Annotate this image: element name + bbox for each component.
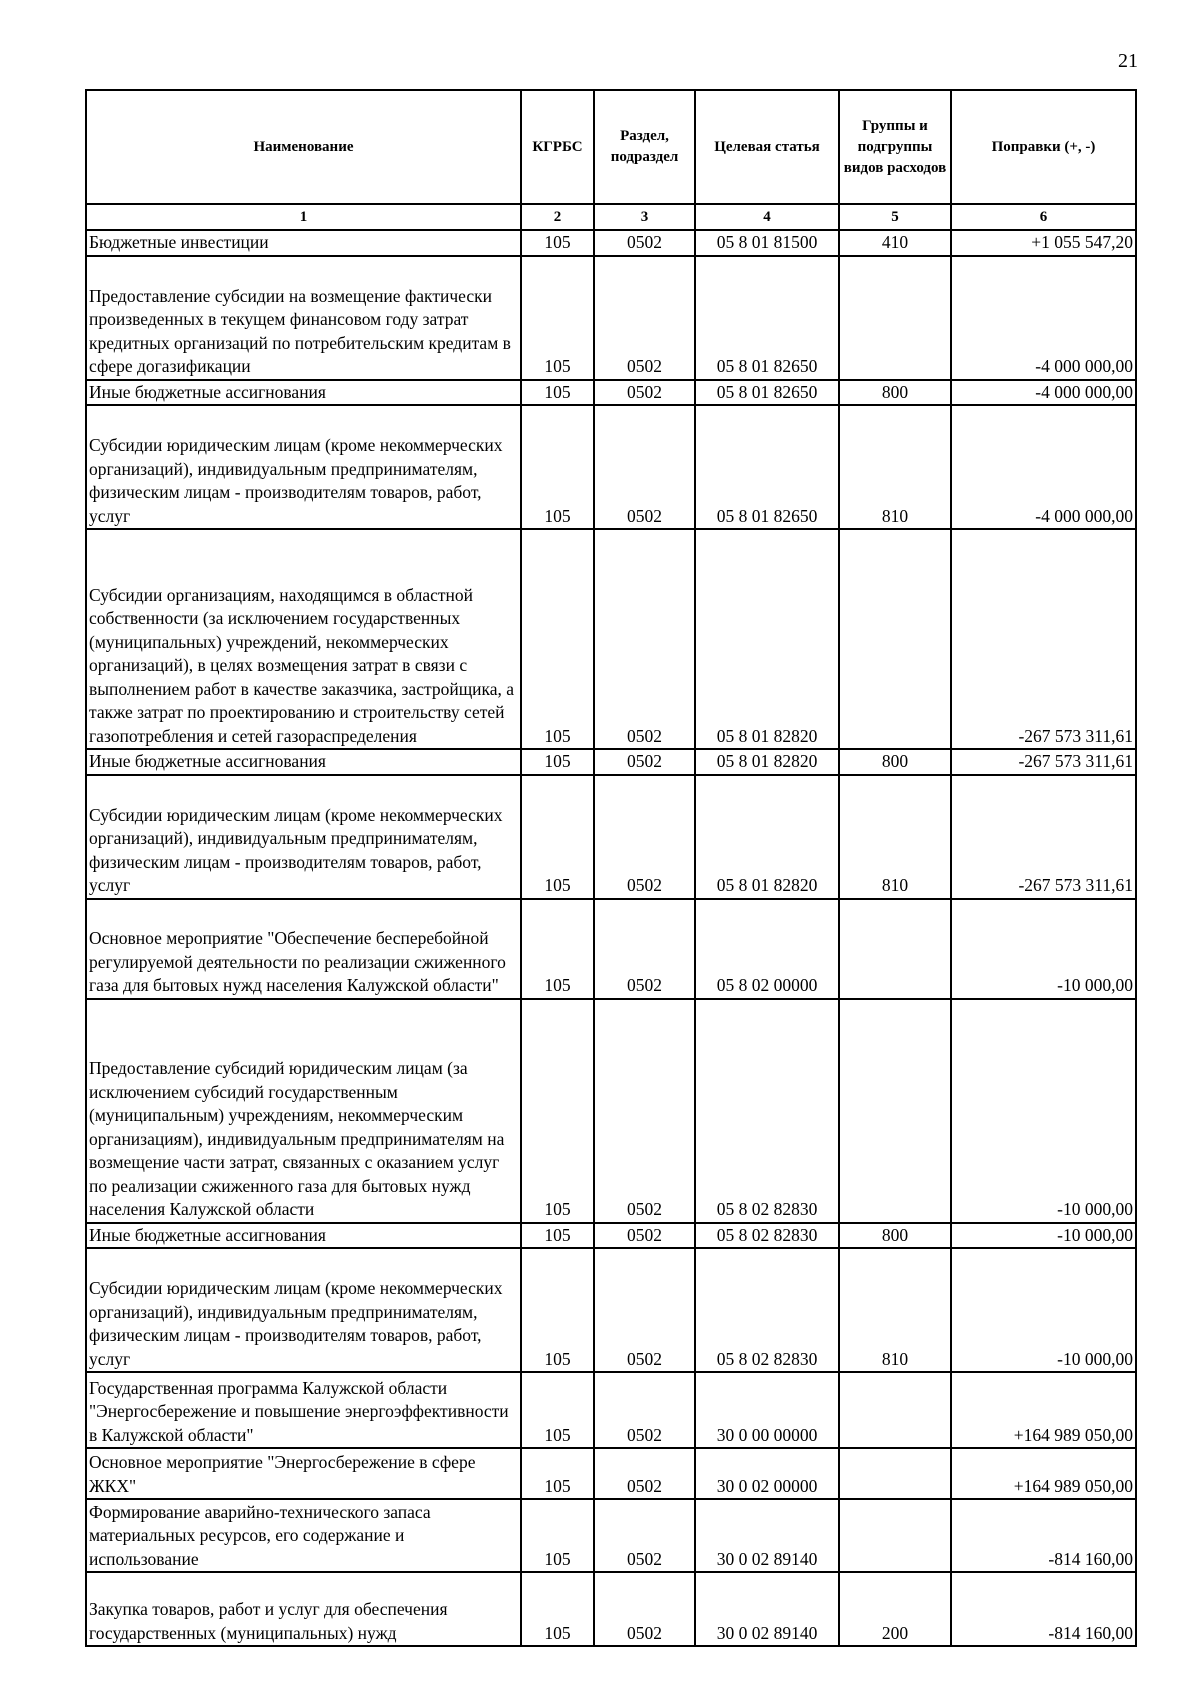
row-section: 0502 bbox=[594, 256, 695, 380]
column-number-row bbox=[86, 204, 1136, 230]
row-target: 05 8 02 82830 bbox=[695, 1248, 839, 1372]
row-group: 200 bbox=[839, 1572, 951, 1646]
table-row bbox=[86, 1248, 1136, 1372]
row-amount: -10 000,00 bbox=[951, 899, 1136, 999]
row-target: 30 0 00 00000 bbox=[695, 1372, 839, 1448]
table-row bbox=[86, 529, 1136, 749]
row-target: 05 8 02 00000 bbox=[695, 899, 839, 999]
row-name: Субсидии юридическим лицам (кроме некоммерческих организаций), индивидуальным предпринимателям, физическим лицам - производителям товаров, работ, услуг bbox=[86, 405, 521, 529]
row-group: 800 bbox=[839, 749, 951, 775]
table-row bbox=[86, 405, 1136, 529]
row-target: 30 0 02 00000 bbox=[695, 1448, 839, 1499]
row-kgrbs: 105 bbox=[521, 775, 594, 899]
table-row bbox=[86, 899, 1136, 999]
table-row bbox=[86, 230, 1136, 256]
row-target: 05 8 02 82830 bbox=[695, 999, 839, 1223]
table-row bbox=[86, 1223, 1136, 1249]
row-section: 0502 bbox=[594, 380, 695, 406]
row-name: Формирование аварийно-технического запаса материальных ресурсов, его содержание и использование bbox=[86, 1499, 521, 1572]
row-name: Предоставление субсидии на возмещение фактически произведенных в текущем финансовом году затрат кредитных организаций по потребительским кредитам в сфере догазификации bbox=[86, 256, 521, 380]
row-group bbox=[839, 999, 951, 1223]
row-section: 0502 bbox=[594, 1499, 695, 1572]
row-target: 05 8 01 82650 bbox=[695, 256, 839, 380]
row-kgrbs: 105 bbox=[521, 380, 594, 406]
row-target: 30 0 02 89140 bbox=[695, 1499, 839, 1572]
row-group bbox=[839, 1448, 951, 1499]
row-kgrbs: 105 bbox=[521, 1372, 594, 1448]
row-amount: -814 160,00 bbox=[951, 1572, 1136, 1646]
header-section: Раздел, подраздел bbox=[594, 90, 695, 204]
row-group: 800 bbox=[839, 1223, 951, 1249]
row-name: Государственная программа Калужской области "Энергосбережение и повышение энергоэффективности в Калужской области" bbox=[86, 1372, 521, 1448]
row-section: 0502 bbox=[594, 1372, 695, 1448]
row-kgrbs: 105 bbox=[521, 1499, 594, 1572]
row-section: 0502 bbox=[594, 1223, 695, 1249]
row-target: 05 8 01 82820 bbox=[695, 529, 839, 749]
row-section: 0502 bbox=[594, 529, 695, 749]
row-kgrbs: 105 bbox=[521, 1572, 594, 1646]
row-name: Иные бюджетные ассигнования bbox=[86, 749, 521, 775]
row-group: 800 bbox=[839, 380, 951, 406]
row-amount: -10 000,00 bbox=[951, 1223, 1136, 1249]
row-amount: -267 573 311,61 bbox=[951, 749, 1136, 775]
row-name: Бюджетные инвестиции bbox=[86, 230, 521, 256]
row-amount: +164 989 050,00 bbox=[951, 1372, 1136, 1448]
row-name: Основное мероприятие "Энергосбережение в сфере ЖКХ" bbox=[86, 1448, 521, 1499]
header-target: Целевая статья bbox=[695, 90, 839, 204]
row-kgrbs: 105 bbox=[521, 529, 594, 749]
page-number: 21 bbox=[1118, 50, 1138, 72]
budget-amendments-table bbox=[85, 89, 1137, 1647]
table-row bbox=[86, 256, 1136, 380]
row-name: Субсидии организациям, находящимся в областной собственности (за исключением государственных (муниципальных) учреждений, некоммерческих организаций), в целях возмещения затрат в связи с выполнением работ в качестве заказчика, застройщика, а также затрат по проектированию и строительству сетей газопотребления и сетей газораспределения bbox=[86, 529, 521, 749]
row-kgrbs: 105 bbox=[521, 899, 594, 999]
row-kgrbs: 105 bbox=[521, 1448, 594, 1499]
row-name: Предоставление субсидий юридическим лицам (за исключением субсидий государственным (муниципальным) учреждениям, некоммерческим организациям), индивидуальным предпринимателям на возмещение части затрат, связанных с оказанием услуг по реализации сжиженного газа для бытовых нужд населения Калужской области bbox=[86, 999, 521, 1223]
row-section: 0502 bbox=[594, 230, 695, 256]
row-amount: -10 000,00 bbox=[951, 999, 1136, 1223]
row-target: 05 8 01 81500 bbox=[695, 230, 839, 256]
row-section: 0502 bbox=[594, 775, 695, 899]
row-group: 810 bbox=[839, 775, 951, 899]
column-number: 6 bbox=[951, 204, 1136, 230]
column-number: 5 bbox=[839, 204, 951, 230]
row-section: 0502 bbox=[594, 749, 695, 775]
row-kgrbs: 105 bbox=[521, 749, 594, 775]
table-row bbox=[86, 749, 1136, 775]
row-section: 0502 bbox=[594, 999, 695, 1223]
header-kgrbs: КГРБС bbox=[521, 90, 594, 204]
row-name: Субсидии юридическим лицам (кроме некоммерческих организаций), индивидуальным предпринимателям, физическим лицам - производителям товаров, работ, услуг bbox=[86, 1248, 521, 1372]
row-section: 0502 bbox=[594, 1448, 695, 1499]
column-number: 4 bbox=[695, 204, 839, 230]
row-name: Иные бюджетные ассигнования bbox=[86, 380, 521, 406]
row-group bbox=[839, 1499, 951, 1572]
row-section: 0502 bbox=[594, 899, 695, 999]
row-group bbox=[839, 256, 951, 380]
table-row bbox=[86, 775, 1136, 899]
row-amount: -10 000,00 bbox=[951, 1248, 1136, 1372]
row-amount: +1 055 547,20 bbox=[951, 230, 1136, 256]
row-name: Иные бюджетные ассигнования bbox=[86, 1223, 521, 1249]
row-name: Субсидии юридическим лицам (кроме некоммерческих организаций), индивидуальным предпринимателям, физическим лицам - производителям товаров, работ, услуг bbox=[86, 775, 521, 899]
row-name: Закупка товаров, работ и услуг для обеспечения государственных (муниципальных) нужд bbox=[86, 1572, 521, 1646]
row-section: 0502 bbox=[594, 1572, 695, 1646]
row-group: 810 bbox=[839, 1248, 951, 1372]
row-target: 05 8 01 82820 bbox=[695, 749, 839, 775]
row-section: 0502 bbox=[594, 405, 695, 529]
row-group bbox=[839, 1372, 951, 1448]
row-group: 810 bbox=[839, 405, 951, 529]
row-target: 05 8 01 82650 bbox=[695, 405, 839, 529]
table-row bbox=[86, 1499, 1136, 1572]
row-group bbox=[839, 529, 951, 749]
column-number: 2 bbox=[521, 204, 594, 230]
table-row bbox=[86, 999, 1136, 1223]
row-kgrbs: 105 bbox=[521, 1223, 594, 1249]
row-target: 05 8 02 82830 bbox=[695, 1223, 839, 1249]
header-row bbox=[86, 90, 1136, 204]
row-section: 0502 bbox=[594, 1248, 695, 1372]
row-target: 30 0 02 89140 bbox=[695, 1572, 839, 1646]
column-number: 1 bbox=[86, 204, 521, 230]
row-amount: -814 160,00 bbox=[951, 1499, 1136, 1572]
row-amount: -4 000 000,00 bbox=[951, 256, 1136, 380]
row-group: 410 bbox=[839, 230, 951, 256]
row-kgrbs: 105 bbox=[521, 1248, 594, 1372]
table-row bbox=[86, 380, 1136, 406]
row-amount: -4 000 000,00 bbox=[951, 380, 1136, 406]
column-number: 3 bbox=[594, 204, 695, 230]
row-group bbox=[839, 899, 951, 999]
table-row bbox=[86, 1372, 1136, 1448]
row-target: 05 8 01 82650 bbox=[695, 380, 839, 406]
row-amount: +164 989 050,00 bbox=[951, 1448, 1136, 1499]
row-amount: -267 573 311,61 bbox=[951, 529, 1136, 749]
row-amount: -267 573 311,61 bbox=[951, 775, 1136, 899]
row-kgrbs: 105 bbox=[521, 405, 594, 529]
row-kgrbs: 105 bbox=[521, 230, 594, 256]
table-row bbox=[86, 1448, 1136, 1499]
header-name: Наименование bbox=[86, 90, 521, 204]
row-target: 05 8 01 82820 bbox=[695, 775, 839, 899]
row-amount: -4 000 000,00 bbox=[951, 405, 1136, 529]
row-kgrbs: 105 bbox=[521, 999, 594, 1223]
header-amendments: Поправки (+, -) bbox=[951, 90, 1136, 204]
row-name: Основное мероприятие "Обеспечение бесперебойной регулируемой деятельности по реализации сжиженного газа для бытовых нужд населения Калужской области" bbox=[86, 899, 521, 999]
table-row bbox=[86, 1572, 1136, 1646]
row-kgrbs: 105 bbox=[521, 256, 594, 380]
header-groups: Группы и подгруппы видов расходов bbox=[839, 90, 951, 204]
